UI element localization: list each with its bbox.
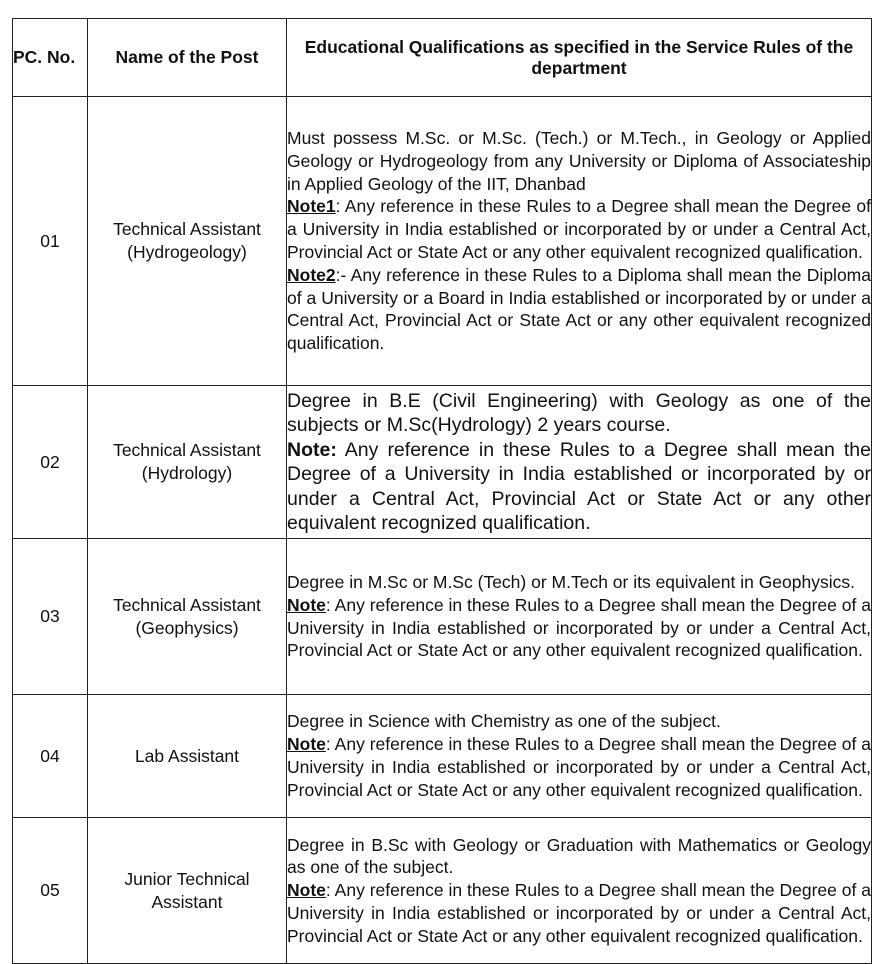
note-label: Note1: [287, 196, 336, 217]
note-paragraph: [287, 438, 871, 536]
table-row: [13, 539, 872, 695]
post-name: Technical Assistant (Hydrogeology): [88, 97, 287, 386]
qualification-cell: [287, 695, 872, 818]
note-label: Note: [287, 734, 326, 755]
table-row: [13, 386, 872, 539]
note-text: : Any reference in these Rules to a Degree shall mean the Degree of a University in India established or incorporated by or under a Central Act, Provincial Act or State Act or any other equivalent recognized qualification.: [287, 196, 871, 262]
post-name: Technical Assistant (Geophysics): [88, 539, 287, 695]
note-paragraph: [287, 264, 871, 355]
qualification-text: Must possess M.Sc. or M.Sc. (Tech.) or M.Tech., in Geology or Applied Geology or Hydrogeology from any University or Diploma of Associateship in Applied Geology of the IIT, Dhanbad: [287, 128, 871, 194]
qualification-text: Degree in Science with Chemistry as one of the subject.: [287, 711, 721, 732]
note-text: : Any reference in these Rules to a Degree shall mean the Degree of a University in India established or incorporated by or under a Central Act, Provincial Act or State Act or any other equivalent recognized qualification.: [287, 734, 871, 800]
row-number: 05: [13, 818, 88, 964]
qualification-cell: [287, 97, 872, 386]
qualification-cell: [287, 386, 872, 539]
note-label: Note: [287, 880, 326, 901]
note-paragraph: [287, 733, 871, 801]
table-row: [13, 97, 872, 386]
post-name: Technical Assistant (Hydrology): [88, 386, 287, 539]
note-label: Note2: [287, 264, 336, 285]
header-pc-no: PC. No.: [13, 19, 88, 97]
header-post-name: Name of the Post: [88, 19, 287, 97]
qualification-text: Degree in B.Sc with Geology or Graduation with Mathematics or Geology as one of the subject.: [287, 834, 871, 878]
note-paragraph: [287, 594, 871, 662]
row-number: 03: [13, 539, 88, 695]
table-header-row: [13, 19, 872, 97]
note-text: :- Any reference in these Rules to a Diploma shall mean the Diploma of a University or a Board in India established or incorporated by or under a Central Act, Provincial Act or State Act or any other equivalent recognized qualification.: [287, 264, 871, 354]
qualification-text: Degree in M.Sc or M.Sc (Tech) or M.Tech or its equivalent in Geophysics.: [287, 571, 855, 592]
qualification-cell: [287, 539, 872, 695]
post-name: Lab Assistant: [88, 695, 287, 818]
note-paragraph: [287, 195, 871, 263]
note-text: : Any reference in these Rules to a Degree shall mean the Degree of a University in India established or incorporated by or under a Central Act, Provincial Act or State Act or any other equivalent recognized qualification.: [287, 880, 871, 946]
table-row: [13, 818, 872, 964]
header-qualifications: Educational Qualifications as specified in the Service Rules of the department: [287, 19, 872, 97]
note-text: Any reference in these Rules to a Degree shall mean the Degree of a University in India established or incorporated by or under a Central Act, Provincial Act or State Act or any other equivalent recognized qualification.: [287, 438, 871, 534]
table-row: [13, 695, 872, 818]
row-number: 01: [13, 97, 88, 386]
qualification-cell: [287, 818, 872, 964]
row-number: 02: [13, 386, 88, 539]
post-name: Junior Technical Assistant: [88, 818, 287, 964]
note-text: : Any reference in these Rules to a Degree shall mean the Degree of a University in India established or incorporated by or under a Central Act, Provincial Act or State Act or any other equivalent recognized qualification.: [287, 594, 871, 661]
note-paragraph: [287, 879, 871, 947]
qualification-text: Degree in B.E (Civil Engineering) with Geology as one of the subjects or M.Sc(Hydrology) 2 years course.: [287, 389, 871, 436]
qualifications-table: [12, 18, 872, 964]
note-label: Note:: [287, 438, 337, 461]
note-label: Note: [287, 594, 326, 615]
row-number: 04: [13, 695, 88, 818]
